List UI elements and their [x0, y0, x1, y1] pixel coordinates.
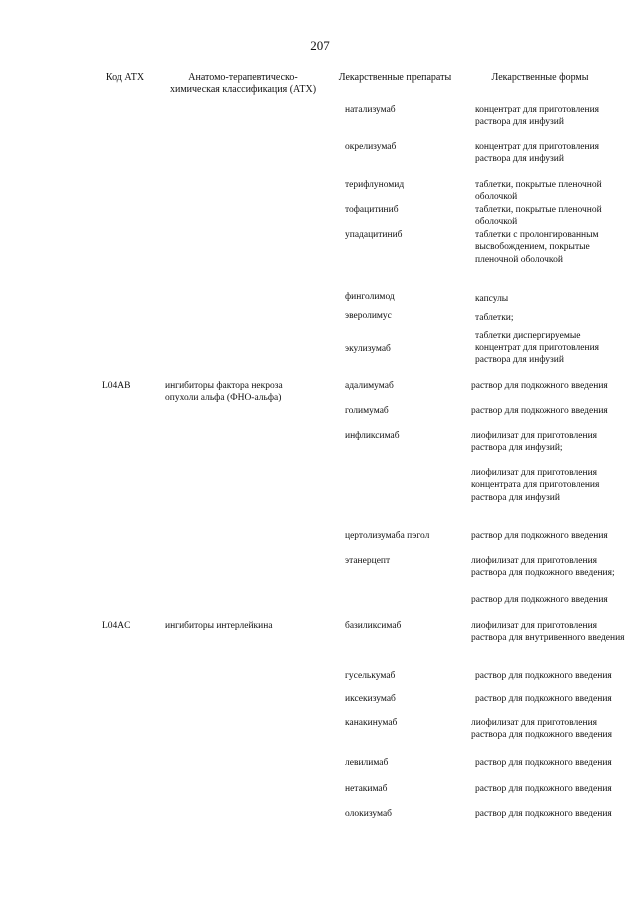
drug-name: окрелизумаб	[345, 142, 397, 152]
header-classification: Анатомо-терапевтическо-химическая классификация (АТХ)	[169, 72, 317, 95]
group-code-l04ab: L04AB	[102, 381, 131, 391]
drug-name: эверолимус	[345, 311, 392, 321]
drug-name: голимумаб	[345, 406, 389, 416]
drug-name: инфликсимаб	[345, 431, 400, 441]
dosage-form: таблетки диспергируемые	[475, 331, 581, 341]
dosage-form: лиофилизат для приготовления раствора для инфузий;	[471, 431, 598, 454]
drug-name: упадацитиниб	[345, 230, 403, 240]
dosage-form: капсулы	[475, 294, 509, 304]
drug-name: терифлуномид	[345, 180, 405, 190]
drug-name: левилимаб	[345, 758, 389, 768]
drug-name: олокизумаб	[345, 809, 392, 819]
dosage-form: раствор для подкожного введения	[471, 531, 608, 541]
dosage-form: концентрат для приготовления раствора для инфузий	[475, 142, 600, 165]
dosage-form: таблетки, покрытые пленочной оболочкой	[475, 205, 602, 228]
drug-name: натализумаб	[345, 105, 396, 115]
dosage-form: таблетки;	[475, 313, 514, 323]
dosage-form: таблетки с пролонгированным высвобождением, покрытые пленочной оболочкой	[475, 230, 599, 265]
dosage-form: лиофилизат для приготовления раствора для подкожного введения;	[471, 556, 615, 579]
dosage-form: раствор для подкожного введения	[475, 784, 612, 794]
dosage-form: таблетки, покрытые пленочной оболочкой	[475, 180, 602, 203]
group-code-l04ac: L04AC	[102, 621, 131, 631]
dosage-form: концентрат для приготовления раствора для инфузий	[475, 105, 600, 128]
drug-name: канакинумаб	[345, 718, 398, 728]
drug-name: гуселькумаб	[345, 671, 396, 681]
drug-name: базиликсимаб	[345, 621, 402, 631]
drug-name: тофацитиниб	[345, 205, 399, 215]
group-name-l04ab: ингибиторы фактора некроза опухоли альфа (ФНО-альфа)	[165, 381, 283, 404]
dosage-form: раствор для подкожного введения	[475, 694, 612, 704]
dosage-form: лиофилизат для приготовления концентрата для приготовления раствора для инфузий	[471, 468, 600, 503]
dosage-form: раствор для подкожного введения	[471, 406, 608, 416]
page-number: 207	[310, 38, 330, 53]
dosage-form: раствор для подкожного введения	[475, 809, 612, 819]
header-code: Код АТХ	[105, 72, 145, 83]
dosage-form: лиофилизат для приготовления раствора для внутривенного введения	[471, 621, 625, 644]
dosage-form: лиофилизат для приготовления раствора для подкожного введения	[471, 718, 612, 741]
dosage-form: концентрат для приготовления раствора для инфузий	[475, 343, 600, 366]
group-name-l04ac: ингибиторы интерлейкина	[165, 621, 273, 631]
header-forms: Лекарственные формы	[491, 72, 589, 83]
drug-name: этанерцепт	[345, 556, 391, 566]
drug-name: финголимод	[345, 292, 395, 302]
drug-name: адалимумаб	[345, 381, 394, 391]
dosage-form: раствор для подкожного введения	[475, 671, 612, 681]
dosage-form: раствор для подкожного введения	[471, 595, 608, 605]
drug-name: нетакимаб	[345, 784, 388, 794]
drug-name: цертолизумаба пэгол	[345, 531, 430, 541]
dosage-form: раствор для подкожного введения	[475, 758, 612, 768]
header-drugs: Лекарственные препараты	[338, 72, 452, 83]
dosage-form: раствор для подкожного введения	[471, 381, 608, 391]
drug-name: экулизумаб	[345, 344, 391, 354]
drug-name: иксекизумаб	[345, 694, 396, 704]
